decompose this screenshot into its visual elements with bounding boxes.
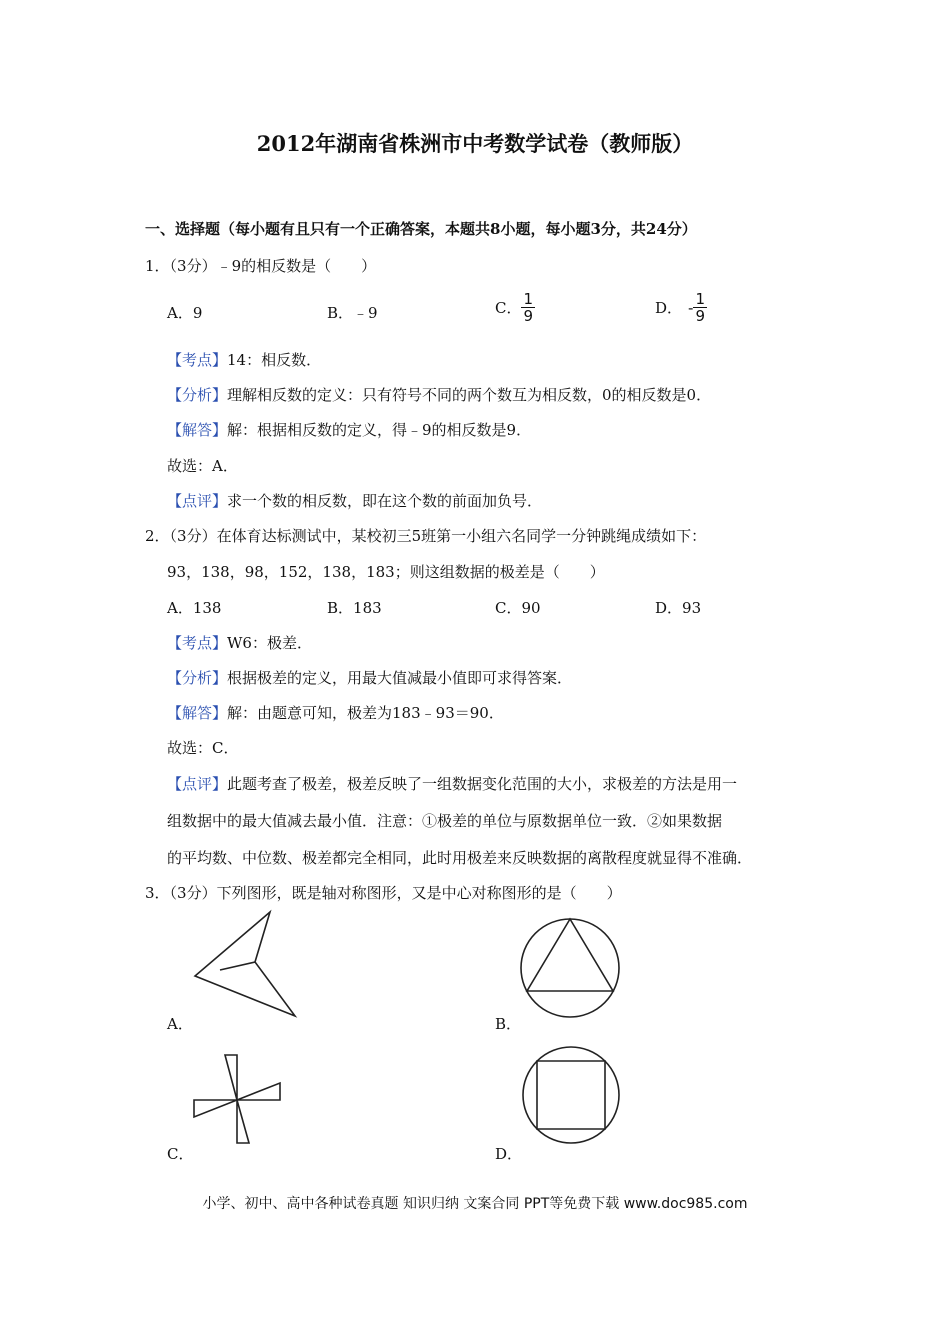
q2-answer: 故选：C． xyxy=(167,739,239,757)
q1-option-c-numerator: 1 xyxy=(523,290,534,308)
q2-fenxi-tag: 【分析】 xyxy=(167,669,228,687)
q1-option-a: A．9 xyxy=(167,304,203,322)
q1-fenxi-text: 理解相反数的定义：只有符号不同的两个数互为相反数，0的相反数是0． xyxy=(227,386,712,404)
q3-figure-c-shape xyxy=(190,1055,285,1145)
q1-kaodian xyxy=(167,349,321,370)
q1-option-c-label: C． xyxy=(495,299,522,317)
q2-fenxi-text: 根据极差的定义，用最大值减最小值即可求得答案． xyxy=(227,669,573,687)
q3-figure-c-blade-top xyxy=(225,1055,237,1100)
q3-figure-c-blade-right xyxy=(237,1083,280,1100)
q1-fenxi-tag: 【分析】 xyxy=(167,386,228,404)
q1-option-c-fraction xyxy=(521,291,535,324)
q1-option-d-numerator: 1 xyxy=(695,290,705,308)
q2-jieda-tag: 【解答】 xyxy=(167,704,228,722)
q1-option-d-sign: - xyxy=(688,298,694,317)
q1-jieda-text: 解：根据相反数的定义，得﹣9的相反数是9． xyxy=(227,421,532,439)
q1-jieda-tag: 【解答】 xyxy=(167,421,228,439)
q2-dianping-line3: 的平均数、中位数、极差都完全相同，此时用极差来反映数据的离散程度就显得不准确． xyxy=(167,849,753,867)
q1-jieda xyxy=(167,419,531,440)
q3-option-b: B． xyxy=(495,1015,522,1033)
q2-option-d: D．93 xyxy=(655,599,702,617)
q2-kaodian xyxy=(167,632,312,653)
q1-fenxi xyxy=(167,384,711,405)
q3-figure-b-shape xyxy=(520,918,622,1020)
section-heading: 一、选择题（每小题有且只有一个正确答案，本题共8小题，每小题3分，共24分） xyxy=(145,220,697,238)
q3-stem: 3．（3分）下列图形，既是轴对称图形，又是中心对称图形的是（ ） xyxy=(145,884,622,902)
q1-option-d xyxy=(655,291,707,324)
q3-figure-d-shape xyxy=(522,1046,622,1146)
q2-fenxi xyxy=(167,667,572,688)
q1-option-c xyxy=(495,291,535,324)
q1-option-b: B．﹣9 xyxy=(327,304,378,322)
q1-option-d-label: D． xyxy=(655,299,683,317)
q1-dianping xyxy=(167,490,542,511)
q1-dianping-text: 求一个数的相反数，即在这个数的前面加负号． xyxy=(227,492,543,510)
q2-dianping-tag: 【点评】 xyxy=(167,775,228,793)
q1-stem: 1．（3分）﹣9的相反数是（ ） xyxy=(145,257,377,275)
q3-option-d: D． xyxy=(495,1145,523,1163)
q3-option-c: C． xyxy=(167,1145,194,1163)
q3-figure-a-shape xyxy=(190,910,300,1020)
q2-dianping-text-line1: 此题考查了极差，极差反映了一组数据变化范围的大小，求极差的方法是用一 xyxy=(227,775,738,793)
q2-dianping xyxy=(167,773,737,794)
q2-kaodian-text: W6：极差． xyxy=(227,634,312,652)
q2-jieda xyxy=(167,702,504,723)
page-title: 2012年湖南省株洲市中考数学试卷（教师版） xyxy=(256,131,694,156)
q3-figure-c-blade-left xyxy=(194,1100,237,1117)
q1-option-d-denominator: 9 xyxy=(695,307,705,325)
q2-option-b: B．183 xyxy=(327,599,382,617)
q3-figure-b-circle xyxy=(521,919,619,1017)
q3-figure-a-inner-line xyxy=(220,962,255,970)
q2-option-a: A．138 xyxy=(167,599,222,617)
q1-kaodian-tag: 【考点】 xyxy=(167,351,228,369)
footer-watermark: 小学、初中、高中各种试卷真题 知识归纳 文案合同 PPT等免费下载 www.doc985.com xyxy=(202,1196,748,1212)
q1-kaodian-text: 14：相反数． xyxy=(227,351,322,369)
q3-option-a: A． xyxy=(167,1015,193,1033)
q1-dianping-tag: 【点评】 xyxy=(167,492,228,510)
q2-option-c: C．90 xyxy=(495,599,541,617)
q2-dianping-line2: 组数据中的最大值减去最小值．注意：①极差的单位与原数据单位一致．②如果数据 xyxy=(167,812,723,830)
q1-option-c-denominator: 9 xyxy=(523,307,534,325)
q2-jieda-text: 解：由题意可知，极差为183﹣93＝90． xyxy=(227,704,504,722)
q1-option-d-fraction xyxy=(693,291,707,324)
q3-figure-d-square xyxy=(537,1061,605,1129)
q1-answer: 故选：A． xyxy=(167,457,238,475)
q2-stem-line1: 2．（3分）在体育达标测试中，某校初三5班第一小组六名同学一分钟跳绳成绩如下： xyxy=(145,527,707,545)
q3-figure-c-blade-bottom xyxy=(237,1100,249,1143)
q2-stem-line2: 93，138，98，152，138，183；则这组数据的极差是（ ） xyxy=(167,563,605,581)
q2-kaodian-tag: 【考点】 xyxy=(167,634,228,652)
